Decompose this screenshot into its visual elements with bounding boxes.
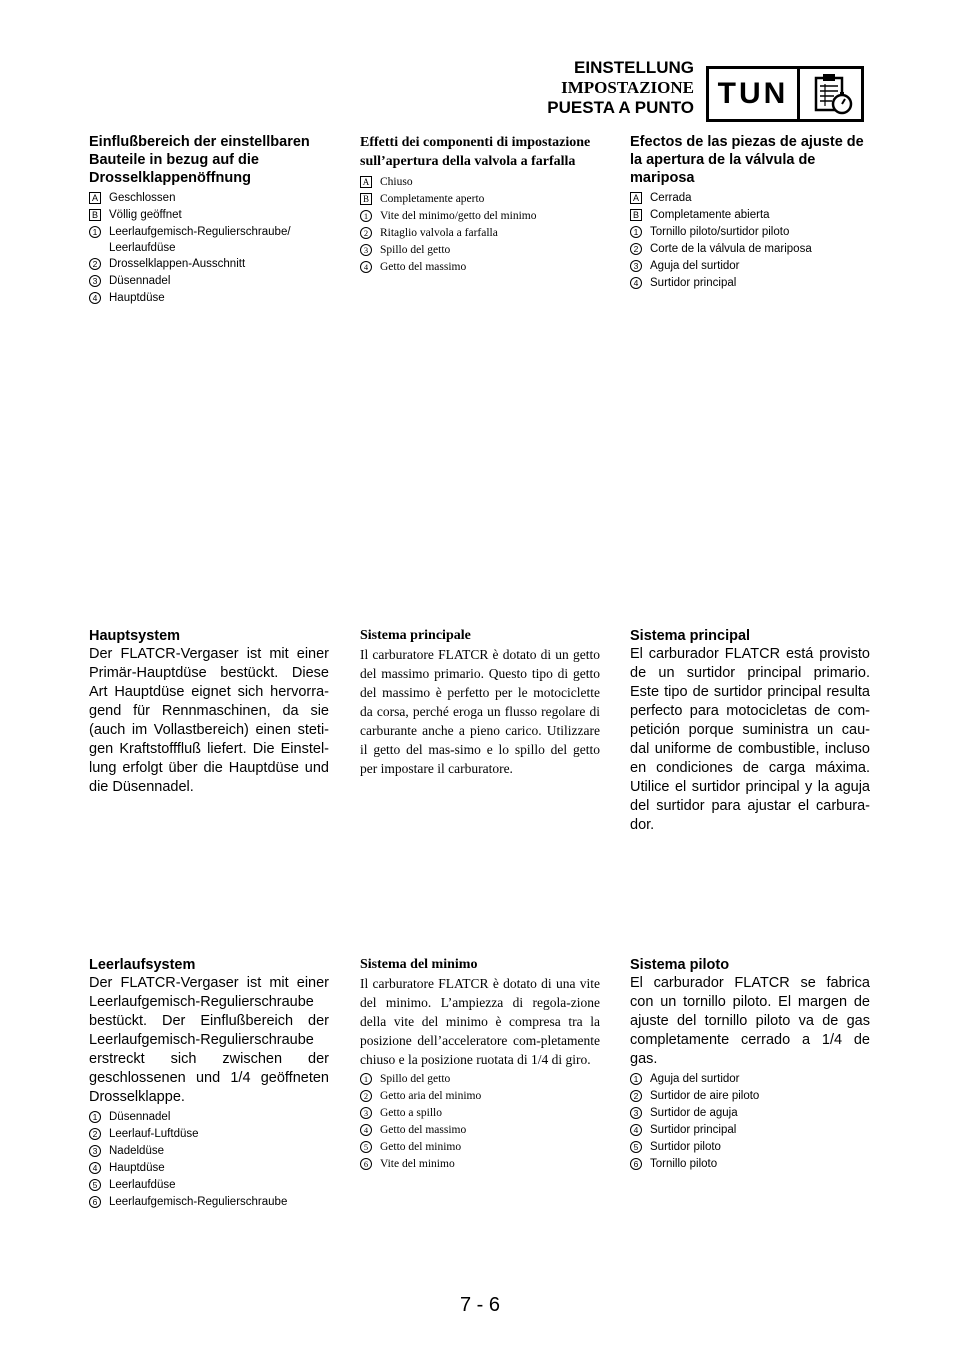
idle-heading-spanish: Sistema piloto: [630, 957, 730, 973]
idle-system-german: [89, 956, 329, 1211]
main-system-spanish: [630, 627, 870, 835]
idle-text-german: Der FLATCR-Vergaser ist mit einer Leerlaufgemisch-Regulierschraube bestückt. Der Einflußbereich der Leerlaufgemisch-Regulierschraube erstreckt sich zwischen der geschlossenen und 1/4 geöffneten Drosselklappe.: [89, 975, 329, 1105]
legend-item: B Completamente abierta: [630, 207, 870, 224]
page-number: 7 - 6: [459, 1294, 501, 1316]
legend-item: 5 Surtidor piloto: [630, 1139, 870, 1156]
idle-system-italian: [360, 956, 600, 1173]
main-system-german: [89, 627, 329, 797]
main-system-italian: [360, 627, 600, 778]
title-italian: IMPOSTAZIONE: [561, 78, 694, 97]
main-heading-italian: Sistema principale: [360, 628, 471, 643]
idle-system-spanish: [630, 956, 870, 1173]
legend-item: 3 Nadeldüse: [89, 1143, 329, 1160]
legend-item: 2 Leerlauf-Luftdüse: [89, 1126, 329, 1143]
legend-item: 6 Tornillo piloto: [630, 1156, 870, 1173]
legend-item: 2 Surtidor de aire piloto: [630, 1088, 870, 1105]
legend-item: 3 Getto a spillo: [360, 1105, 600, 1122]
legend-item: A Geschlossen: [89, 190, 329, 207]
throttle-heading-italian: Effetti dei componenti di impostazione sull’apertura della valvola a farfalla: [360, 135, 591, 169]
title-spanish: PUESTA A PUNTO: [547, 98, 694, 117]
main-text-italian: Il carburatore FLATCR è dotato di un getto del massimo primario. Questo tipo di getto del massimo è perfetto per le motociclette da corsa, perché eroga un flusso regolare di carburante anche a pieno carico. Utilizzare il getto del mas-simo e lo spillo del getto per impostare il carburatore.: [360, 647, 600, 776]
main-heading-spanish: Sistema principal: [630, 628, 751, 644]
main-text-spanish: El carburador FLATCR está provisto de un surtidor principal primario. Este tipo de surtidor principal resulta perfecto para motocicletas de com-petición porque suministra un cau-dal uniforme de combustible, incluso en condiciones de carga máxima. Utilice el surtidor principal y la aguja del surtidor para ajustar el carbura-dor.: [630, 646, 870, 833]
main-text-german: Der FLATCR-Vergaser ist mit einer Primär-Hauptdüse bestückt. Diese Art Hauptdüse eignet sich hervorra-gend für Rennmaschinen, da sie (auch im Vollastbereich) einen steti-gen Kraftstofffluß liefert. Die Einstel-lung erfolgt über die Hauptdüse und die Düsennadel.: [89, 646, 329, 795]
legend-item: 2 Ritaglio valvola a farfalla: [360, 225, 600, 242]
legend-item: 3 Spillo del getto: [360, 242, 600, 259]
clipboard-stopwatch-icon: [800, 69, 861, 119]
title-german: EINSTELLUNG: [574, 58, 694, 77]
legend-item: 3 Surtidor de aguja: [630, 1105, 870, 1122]
legend-item: 1 Aguja del surtidor: [630, 1071, 870, 1088]
legend-item: 5 Getto del minimo: [360, 1139, 600, 1156]
legend-item: A Cerrada: [630, 190, 870, 207]
legend-item: 6 Vite del minimo: [360, 1156, 600, 1173]
legend-item: 6 Leerlaufgemisch-Regulierschraube: [89, 1194, 329, 1211]
legend-item: 3 Aguja del surtidor: [630, 258, 870, 275]
throttle-section-spanish: [630, 133, 870, 292]
throttle-section-german: [89, 133, 329, 307]
legend-item: 4 Surtidor principal: [630, 275, 870, 292]
main-heading-german: Hauptsystem: [89, 628, 181, 644]
badge-label: TUN: [709, 69, 800, 119]
idle-text-spanish: El carburador FLATCR se fabrica con un tornillo piloto. El margen de ajuste del tornillo piloto va de gas completamente cerrado a 1/4 de gas.: [630, 975, 870, 1067]
legend-item: 4 Getto del massimo: [360, 1122, 600, 1139]
legend-item: 2 Getto aria del minimo: [360, 1088, 600, 1105]
idle-heading-german: Leerlaufsystem: [89, 957, 196, 973]
idle-text-italian: Il carburatore FLATCR è dotato di una vite del minimo. L’ampiezza di regola-zione della vite del minimo è compresa tra la posizione dell’acceleratore com-pletamente chiuso e la posizione ruotata di 1/4 di giro.: [360, 976, 600, 1067]
legend-item: 1 Düsennadel: [89, 1109, 329, 1126]
throttle-heading-german: Einflußbereich der einstellbaren Bauteile in bezug auf die Drosselklappenöffnung: [89, 134, 310, 186]
legend-item: 5 Leerlaufdüse: [89, 1177, 329, 1194]
legend-item: 2 Drosselklappen-Ausschnitt: [89, 256, 329, 273]
throttle-section-italian: [360, 133, 600, 276]
legend-item: B Völlig geöffnet: [89, 207, 329, 224]
legend-item: A Chiuso: [360, 174, 600, 191]
throttle-heading-spanish: Efectos de las piezas de ajuste de la apertura de la válvula de mariposa: [630, 134, 864, 186]
legend-item: 2 Corte de la válvula de mariposa: [630, 241, 870, 258]
section-badge: [706, 66, 864, 122]
section-titles: [547, 58, 694, 118]
legend-item: 1 Vite del minimo/getto del minimo: [360, 208, 600, 225]
legend-item: 4 Hauptdüse: [89, 1160, 329, 1177]
legend-item: 4 Hauptdüse: [89, 290, 329, 307]
legend-item: B Completamente aperto: [360, 191, 600, 208]
legend-item: 1 Leerlaufgemisch-Regulierschraube/ Leerlaufdüse: [89, 224, 329, 256]
legend-item: 4 Getto del massimo: [360, 259, 600, 276]
legend-item: 1 Spillo del getto: [360, 1071, 600, 1088]
legend-item: 4 Surtidor principal: [630, 1122, 870, 1139]
idle-heading-italian: Sistema del minimo: [360, 957, 478, 972]
legend-item: 1 Tornillo piloto/surtidor piloto: [630, 224, 870, 241]
legend-item: 3 Düsennadel: [89, 273, 329, 290]
